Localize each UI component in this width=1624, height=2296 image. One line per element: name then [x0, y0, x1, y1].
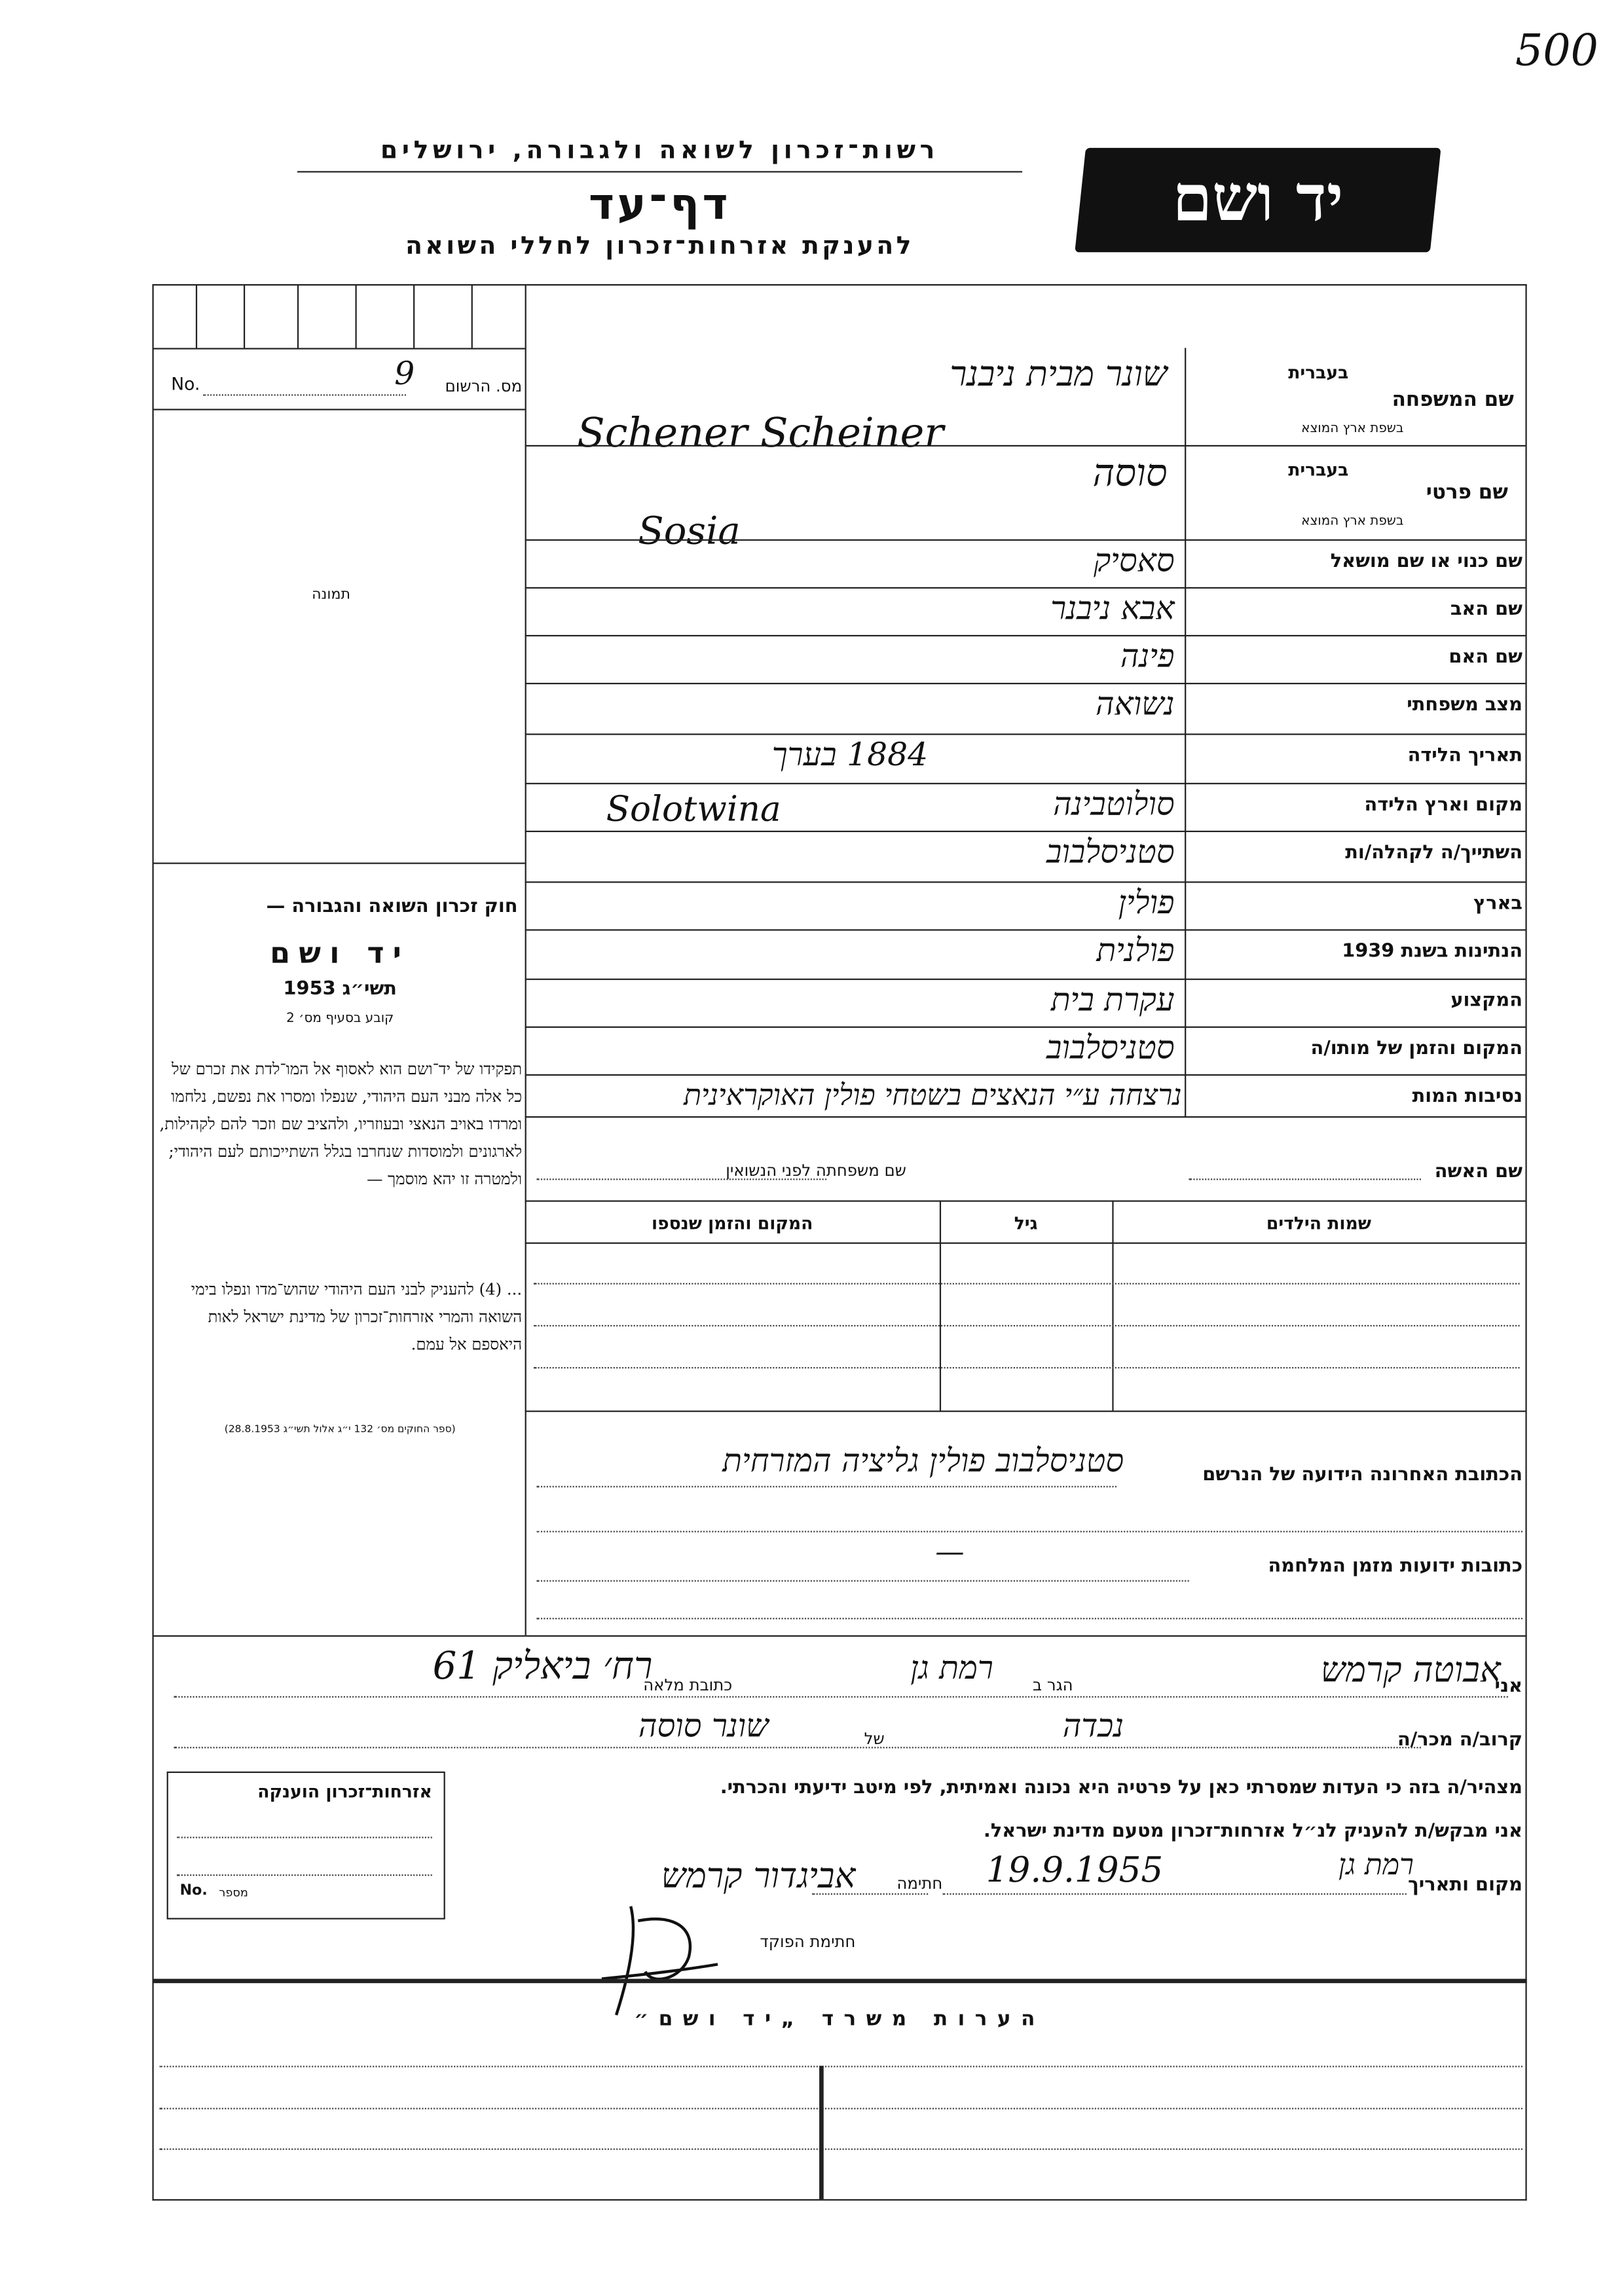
- law-name: יד ושם: [270, 935, 411, 970]
- relation-label: קרוב/ה מכר/ה: [1397, 1729, 1523, 1751]
- law-section: קובע בסעיף מס׳ 2: [286, 1011, 394, 1027]
- field-value-4: 1884 בערך: [771, 738, 929, 774]
- no-label: No.: [171, 374, 200, 395]
- children-header-place: המקום והזמן שנספו: [652, 1213, 813, 1234]
- wife-maiden-label: שם משפחתה לפני הנשואין: [726, 1161, 906, 1180]
- field-value-10: סטניסלבוב: [1046, 1030, 1175, 1067]
- declarant-full-address: רח׳ ביאליק 61: [432, 1645, 653, 1689]
- officer-signature-label: חתימת הפוקד: [760, 1932, 856, 1952]
- header-authority: רשות־זכרון לשואה ולגבורה, ירושלים: [380, 136, 939, 166]
- reg-no-value: 9: [394, 356, 415, 393]
- relation-value: נכדה: [1062, 1709, 1124, 1746]
- ani-label: אני: [1494, 1675, 1523, 1698]
- wartime-address-value: —: [935, 1533, 965, 1569]
- field-label-8: הנתינות בשנת 1939: [1342, 941, 1523, 963]
- first-name-hebrew: סוסה: [1092, 452, 1168, 496]
- citizenship-no-label: No.: [179, 1883, 208, 1899]
- field-label-5: מקום וארץ הלידה: [1364, 794, 1523, 816]
- law-title: חוק זכרון השואה והגבורה —: [266, 896, 518, 918]
- field-label-11: נסיבות המות: [1412, 1085, 1523, 1108]
- children-header-age: גיל: [1014, 1213, 1038, 1234]
- first-name-label: שם פרטי: [1426, 481, 1508, 505]
- first-name-sub-origin: בשפת ארץ המוצא: [1301, 515, 1404, 530]
- last-address-label: הכתובת האחרונה הידועה של הנרשם: [1202, 1464, 1523, 1486]
- citizenship-title: אזרחות־זכרון הוענקה: [257, 1781, 432, 1802]
- signature-label: חתימה: [896, 1874, 943, 1893]
- field-value-5: סולוטבינה: [1053, 787, 1175, 824]
- last-address-value: סטניסלבוב פולין גליציה המזרחית: [722, 1444, 1124, 1480]
- wartime-address-label: כתובות ידועות מזמן המלחמה: [1268, 1555, 1523, 1578]
- place-value: רמת גן: [1338, 1847, 1414, 1882]
- field-value-1: אבא ניבנר: [1050, 591, 1175, 628]
- field-value-6: סטניסלבוב: [1046, 835, 1175, 871]
- field-value-7: פולין: [1118, 885, 1175, 922]
- field-label-7: בארץ: [1473, 893, 1523, 915]
- place-date-label: מקום ותאריך: [1408, 1874, 1523, 1897]
- law-text-1: תפקידו של יד־ושם הוא לאסוף אל המו־לדת את זכרם של כל אלה מבני העם היהודי, שנפלו ומסרו את נפשם, נלחמו ומרדו באויב הנאצי ובעוזריו, ולהציב שם וזכר להם לקהילות, לארגונים ולמוסדות שנחרבו בגלל השתייכותם לעם היהודי; ולמטרה זו יהא מוסמך —: [159, 1059, 523, 1189]
- date-value: 19.9.1955: [986, 1850, 1164, 1891]
- law-reference: (ספר החוקים מס׳ 132 י״ג אלול תשי״ג 28.8.1953): [224, 1423, 456, 1436]
- signature-value: אביגדור קרמש: [661, 1855, 856, 1897]
- first-name-latin: Sosia: [638, 510, 741, 554]
- declarant-city: רמת גן: [910, 1651, 993, 1688]
- logo-text: יד ושם: [1172, 162, 1344, 236]
- field-label-6: השתייך/ה לקהלה/ות: [1345, 842, 1523, 864]
- full-address-label: כתובת מלאה: [643, 1675, 733, 1695]
- of-label: של: [864, 1729, 885, 1749]
- field-value-2: פינה: [1120, 639, 1175, 676]
- field-label-2: שם האם: [1449, 646, 1523, 668]
- field-label-3: מצב משפחתי: [1407, 694, 1523, 716]
- family-name-label: שם המשפחה: [1392, 388, 1514, 412]
- yad-vashem-logo: [1075, 148, 1441, 252]
- declarant-name: אבוטה קרמש: [1320, 1649, 1501, 1690]
- field-value-8: פולנית: [1096, 934, 1175, 970]
- field-label-1: שם האב: [1450, 598, 1523, 621]
- first-name-sub-hebrew: בעברית: [1288, 459, 1349, 480]
- field-label-9: המקצוע: [1450, 990, 1523, 1012]
- field-label-10: המקום והזמן של מותו/ה: [1310, 1038, 1523, 1060]
- page-number: 500: [1515, 26, 1598, 77]
- children-header-names: שמות הילדים: [1266, 1213, 1371, 1234]
- photo-label: תמונה: [312, 587, 351, 604]
- lives-label: הגר ב: [1033, 1675, 1073, 1695]
- family-name-sub-origin: בשפת ארץ המוצא: [1301, 422, 1404, 437]
- field-latin-5: Solotwina: [606, 788, 781, 829]
- request-text: אני מבקש/ת להעניק לנ״ל אזרחות־זכרון מטעם מדינת ישראל.: [983, 1821, 1523, 1843]
- of-value: שונר סוסה: [638, 1709, 769, 1746]
- family-name-sub-hebrew: בעברית: [1288, 362, 1349, 383]
- family-name-hebrew: שונר מבית ניבנר: [950, 354, 1168, 395]
- reg-no-label: מס. הרשום: [445, 376, 523, 396]
- field-label-4: תאריך הלידה: [1407, 745, 1523, 767]
- header-subtitle: להענקת אזרחות־זכרון לחללי השואה: [405, 232, 914, 261]
- law-year: תשי״ג 1953: [283, 978, 397, 1000]
- law-text-2: ... (4) להעניק לבני העם היהודי שהוש־מדו ונפלו בימי השואה והמרי אזרחות־זכרון של מדינת ישראל לאות היאספם אל עמם.: [191, 1280, 523, 1355]
- citizenship-number-label: מספר: [219, 1886, 248, 1899]
- field-value-11: נרצחה ע״י הנאצים בשטחי פולין האוקראינית: [683, 1077, 1182, 1112]
- notes-label: הערות משרד „יד ושם״: [634, 2007, 1045, 2032]
- field-value-3: נשואה: [1096, 687, 1175, 723]
- field-value-0: סאסיק: [1094, 543, 1175, 580]
- field-label-0: שם כנוי או שם מושאל: [1330, 551, 1523, 573]
- citizenship-box: [167, 1772, 445, 1920]
- wife-label: שם האשה: [1434, 1161, 1523, 1183]
- family-name-latin: Schener Scheiner: [577, 409, 944, 457]
- header-title: דף־עד: [589, 179, 731, 231]
- declaration-text: מצהיר/ה בזה כי העדות שמסרתי כאן על פרטיה היא נכונה ואמיתית, לפי מיטב ידיעתי והכרתי.: [720, 1777, 1523, 1799]
- field-value-9: עקרת בית: [1050, 983, 1175, 1019]
